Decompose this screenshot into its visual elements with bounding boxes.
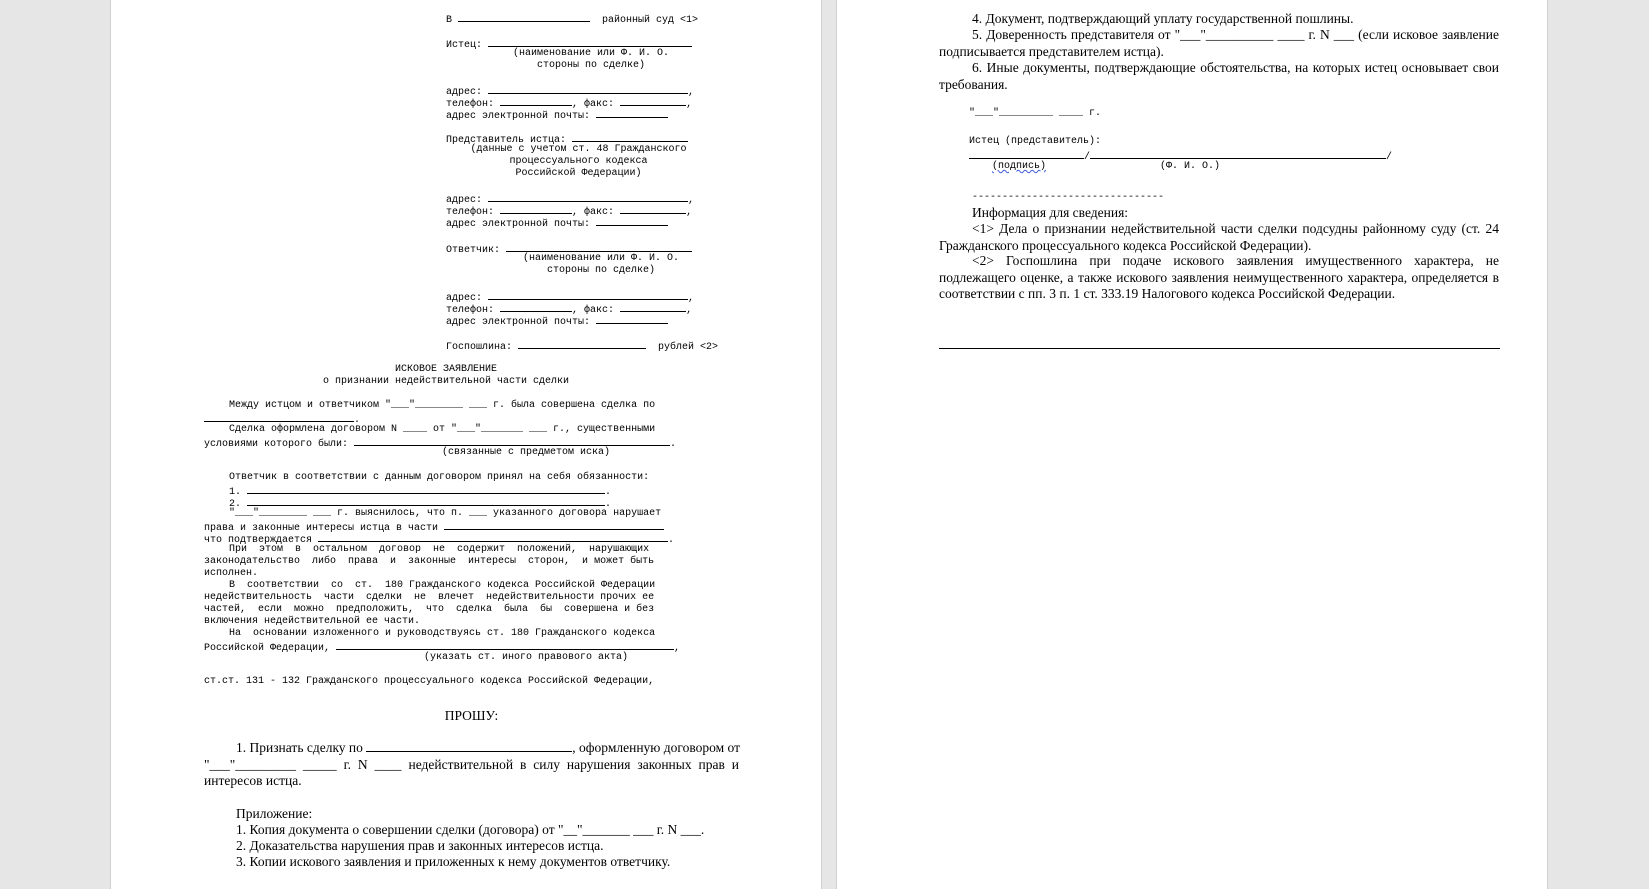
body-p5b: законодательство либо права и законные интересы сторон, и может быть <box>204 556 655 567</box>
confirmed-label: что подтверждается <box>204 535 313 546</box>
body-p7b: Российской Федерации, , <box>204 640 680 655</box>
obligation-1: 1. . <box>229 484 611 499</box>
defendant-caption <box>486 253 716 277</box>
phone-label: телефон: <box>446 305 495 316</box>
address-label: адрес: <box>446 293 483 304</box>
plaintiff-label: Истец: <box>446 40 483 51</box>
plaintiff-email <box>446 108 668 123</box>
email-label: адрес электронной почты: <box>446 219 591 230</box>
obligation-2-num: 2. <box>229 499 242 510</box>
claim-title: ИСКОВОЕ ЗАЯВЛЕНИЕ <box>394 364 498 375</box>
plaintiff-caption <box>471 48 711 72</box>
fee-suffix: рублей <2> <box>658 342 719 353</box>
body-p2-caption: (связанные с предметом иска) <box>441 447 611 458</box>
rep-phone: телефон: , факс: , <box>446 204 692 219</box>
attachment-3: 3. Копии искового заявления и приложенных к нему документов ответчику. <box>236 854 671 869</box>
body-p6c: частей, если можно предположить, что сделка была бы совершена и без <box>204 604 655 615</box>
address-label: адрес: <box>446 87 483 98</box>
def-caption-2: стороны по сделке) <box>546 265 656 276</box>
defendant-label: Ответчик: <box>446 245 501 256</box>
violation-label: права и законные интересы истца в части <box>204 523 439 534</box>
body-p8: ст.ст. 131 - 132 Гражданского процессуального кодекса Российской Федерации, <box>204 676 655 687</box>
signature-caption <box>992 161 1220 173</box>
rep-address: адрес: , <box>446 192 694 207</box>
body-p7a: На основании изложенного и руководствуясь ст. 180 Гражданского кодекса <box>229 628 656 639</box>
address-label: адрес: <box>446 195 483 206</box>
signer-label: Истец (представитель): <box>969 136 1102 147</box>
def-phone: телефон: , факс: , <box>446 302 692 317</box>
prosh-heading: ПРОШУ: <box>444 708 499 723</box>
footer-rule <box>939 348 1500 349</box>
rep-caption-1: (данные с учетом ст. 48 Гражданского <box>470 144 687 155</box>
sign-date: "___"_________ ____ г. <box>969 108 1102 119</box>
court-line <box>446 12 698 27</box>
def-caption-1: (наименование или Ф. И. О. <box>522 253 680 264</box>
attachment-2: 2. Доказательства нарушения прав и законных интересов истца. <box>236 838 604 853</box>
body-p4: "___"________ ___ г. выяснилось, что п. ___ указанного договора нарушает <box>229 508 662 519</box>
attachments-title: Приложение: <box>236 806 313 821</box>
document-page-2 <box>837 0 1547 889</box>
body-p6d: включения недействительной ее части. <box>204 616 421 627</box>
body-p2: Сделка оформлена договором N ____ от "___"_______ ___ г., существенными <box>229 424 656 435</box>
fax-label: , факс: <box>572 99 615 110</box>
attachment-1: 1. Копия документа о совершении сделки (договора) от "__"_______ ___ г. N ___. <box>236 822 705 837</box>
attachment-5: 5. Доверенность представителя от "___"__________ ____ г. N ___ (если исковое заявление подписывается представителем истца). <box>939 27 1499 59</box>
sign-caption: (подпись) <box>992 161 1047 172</box>
document-page-1 <box>111 0 821 889</box>
plaintiff-phone: телефон: , факс: , <box>446 96 692 111</box>
fee-label: Госпошлина: <box>446 342 513 353</box>
fio-caption: (Ф. И. О.) <box>1160 161 1221 172</box>
plaintiff-address: адрес: , <box>446 84 694 99</box>
court-prefix: В <box>446 15 453 26</box>
request-1-contract: , оформленную договором от <box>572 740 741 755</box>
body-p1-blank: . <box>204 412 360 427</box>
body-p5a: При этом в остальном договор не содержит положений, нарушающих <box>229 544 650 555</box>
body-p6a: В соответствии со ст. 180 Гражданского кодекса Российской Федерации <box>229 580 656 591</box>
note-1: <1> Дела о признании недействительной части сделки подсудны районному суду (ст. 24 Гражданского процессуального кодекса Российской Федерации). <box>939 221 1499 253</box>
request-1a <box>236 740 740 757</box>
rep-caption-3: Российской Федерации) <box>515 168 642 179</box>
obligation-1-num: 1. <box>229 487 242 498</box>
email-label: адрес электронной почты: <box>446 317 591 328</box>
plaintiff-caption-2: стороны по сделке) <box>536 60 646 71</box>
terms-label: условиями которого были: <box>204 439 349 450</box>
request-1-text: 1. Признать сделку по <box>236 740 363 755</box>
obligation-2: 2. . <box>229 496 611 511</box>
body-p1: Между истцом и ответчиком "___"________ ___ г. была совершена сделка по <box>229 400 656 411</box>
body-p3: Ответчик в соответствии с данным договором принял на себя обязанности: <box>229 472 650 483</box>
attachment-6: 6. Иные документы, подтверждающие обстоятельства, на которых истец основывает свои требования. <box>939 60 1499 92</box>
phone-label: телефон: <box>446 99 495 110</box>
rep-email <box>446 216 668 231</box>
fee-line <box>446 339 718 354</box>
def-email <box>446 314 668 329</box>
info-title: Информация для сведения: <box>972 205 1129 220</box>
rf-label: Российской Федерации, <box>204 643 331 654</box>
plaintiff-caption-1: (наименование или Ф. И. О. <box>512 48 670 59</box>
note-2: <2> Госпошлина при подаче искового заявления имущественного характера, не подлежащего оценке, а также искового заявления неимущественного характера, определяется в соответствии с пп. 3 п. 1 ст. 333.19 Налогового кодекса Российской Федерации. <box>939 253 1499 301</box>
representative-caption <box>446 144 711 180</box>
body-p5c: исполнен. <box>204 568 259 579</box>
request-1d: интересов истца. <box>204 773 302 788</box>
body-p2b: условиями которого были: . <box>204 436 676 451</box>
representative-label: Представитель истца: <box>446 135 567 146</box>
phone-label: телефон: <box>446 207 495 218</box>
claim-subtitle: о признании недействительной части сделки <box>322 376 570 387</box>
body-p4c: что подтверждается . <box>204 532 674 547</box>
court-suffix: районный суд <1> <box>602 15 699 26</box>
request-1c: "___"_________ _____ г. N ____ недействительной в силу нарушения законных прав и <box>204 757 739 772</box>
def-address: адрес: , <box>446 290 694 305</box>
email-label: адрес электронной почты: <box>446 111 591 122</box>
fax-label: , факс: <box>572 305 615 316</box>
body-p6b: недействительность части сделки не влечет недействительности прочих ее <box>204 592 655 603</box>
rep-caption-2: процессуального кодекса <box>509 156 648 167</box>
separator: -------------------------------- <box>972 192 1165 203</box>
body-p7-caption: (указать ст. иного правового акта) <box>423 652 629 663</box>
fax-label: , факс: <box>572 207 615 218</box>
attachment-4: 4. Документ, подтверждающий уплату государственной пошлины. <box>972 11 1354 26</box>
signature-line: / / <box>969 149 1392 164</box>
